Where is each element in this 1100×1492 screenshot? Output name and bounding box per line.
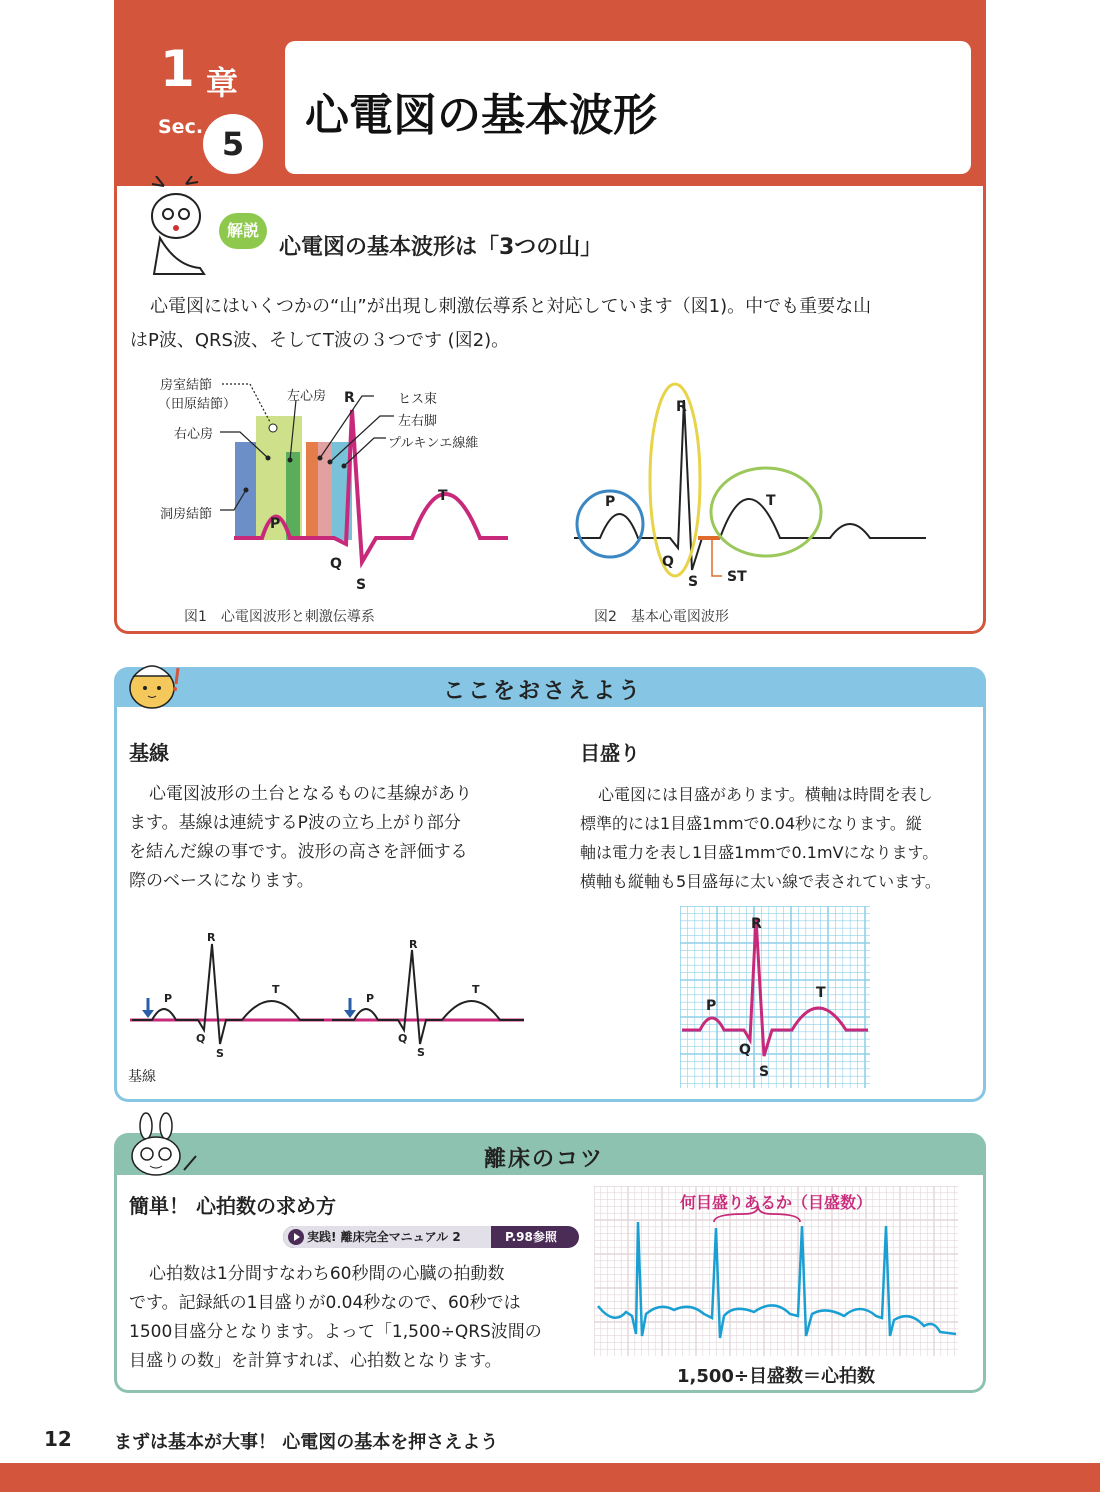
explanation-paragraph: 心電図にはいくつかの“山”が出現し刺激伝導系と対応しています（図1)。中でも重要な山 はP波、QRS波、そしてT波の３つです (図2)。 xyxy=(130,296,872,351)
heart-rate-paragraph: 心拍数は1分間すなわち60秒間の心臓の拍動数 です。記録紙の1目盛りが0.04秒なので、60秒では 1500目盛分となります。よって「1,500÷QRS波間の 目盛りの数」を計算すれば、心拍数となります。 xyxy=(129,1264,542,1371)
fig2-r-label: R xyxy=(676,399,687,415)
explanation-badge: 解説 xyxy=(219,213,267,249)
baseline-r-label-1: R xyxy=(207,931,216,944)
section-label: Sec. xyxy=(158,116,204,138)
fig1-caption: 図1 心電図波形と刺激伝導系 xyxy=(184,609,375,625)
label-his-bundle: ヒス束 xyxy=(398,392,438,407)
nurse-character-icon xyxy=(124,654,188,710)
explanation-heading: 心電図の基本波形は「3つの山」 xyxy=(279,235,603,260)
ecg-annotation: 何目盛りあるか（目盛数） xyxy=(680,1193,873,1212)
grid-p-label: P xyxy=(706,998,717,1014)
baseline-figure-label: 基線 xyxy=(128,1069,156,1085)
reference-link[interactable] xyxy=(283,1226,579,1248)
heart-rate-heading: 簡単！ 心拍数の求め方 xyxy=(129,1194,336,1218)
label-bundle-branch: 左右脚 xyxy=(398,414,438,429)
baseline-figure xyxy=(128,930,528,1060)
scale-heading: 目盛り xyxy=(580,741,640,765)
label-left-atrium: 左心房 xyxy=(287,389,327,404)
fig2-basic-waveform xyxy=(570,380,940,600)
clinical-tips-title: 離床のコツ xyxy=(484,1147,605,1172)
fig2-s-label: S xyxy=(688,574,699,590)
baseline-t-label-1: T xyxy=(272,983,280,996)
heart-rate-formula: 1,500÷目盛数＝心拍数 xyxy=(677,1366,876,1387)
scale-grid-figure xyxy=(680,906,870,1088)
label-av-node: 房室結節 xyxy=(160,378,213,393)
baseline-p-label-1: P xyxy=(164,992,173,1005)
baseline-s-label-2: S xyxy=(417,1046,425,1059)
baseline-s-label-1: S xyxy=(216,1047,224,1060)
fig2-p-label: P xyxy=(605,494,616,510)
label-sa-node: 洞房結節 xyxy=(160,507,213,522)
grid-s-label: S xyxy=(759,1064,770,1080)
grid-q-label: Q xyxy=(739,1042,751,1058)
fig1-t-label: T xyxy=(438,488,448,504)
baseline-q-label-1: Q xyxy=(196,1032,206,1045)
label-right-atrium: 右心房 xyxy=(174,427,214,442)
title-box xyxy=(285,41,971,174)
fig1-r-label: R xyxy=(344,390,355,406)
fig2-caption: 図2 基本心電図波形 xyxy=(594,609,729,625)
chapter-label: 章 xyxy=(206,64,239,102)
footer-title: まずは基本が大事！ 心電図の基本を押さえよう xyxy=(114,1432,499,1453)
reference-text: 実践! 離床完全マニュアル 2 xyxy=(307,1230,461,1244)
baseline-heading: 基線 xyxy=(129,741,169,765)
rabbit-character-icon xyxy=(124,1112,204,1178)
grid-t-label: T xyxy=(816,985,826,1001)
baseline-t-label-2: T xyxy=(472,983,480,996)
deer-character-icon xyxy=(134,176,224,276)
fig2-st-label: ST xyxy=(727,569,747,585)
fig2-q-label: Q xyxy=(662,554,674,570)
scale-paragraph: 心電図には目盛があります。横軸は時間を表し 標準的には1目盛1mmで0.04秒になります。縦 軸は電力を表し1目盛1mmで0.1mVになります。 横軸も縦軸も5目盛毎に太い線で表されています。 xyxy=(580,785,941,891)
baseline-paragraph: 心電図波形の土台となるものに基線があり ます。基線は連続するP波の立ち上がり部分 を結んだ線の事です。波形の高さを評価する 際のベースになります。 xyxy=(129,784,472,891)
baseline-q-label-2: Q xyxy=(398,1032,408,1045)
fig1-s-label: S xyxy=(356,577,367,593)
page-title: 心電図の基本波形 xyxy=(305,90,657,141)
page-number: 12 xyxy=(44,1427,72,1451)
fig2-t-label: T xyxy=(766,493,776,509)
section-number: 5 xyxy=(203,114,263,174)
reference-page: P.98参照 xyxy=(505,1230,557,1244)
key-points-title: ここをおさえよう xyxy=(443,679,644,704)
baseline-r-label-2: R xyxy=(409,938,418,951)
fig1-q-label: Q xyxy=(330,556,342,572)
grid-r-label: R xyxy=(751,916,762,932)
fig1-p-label: P xyxy=(270,516,281,532)
play-arrow-icon xyxy=(288,1229,304,1245)
label-purkinje: プルキンエ線維 xyxy=(388,436,479,451)
footer-bar xyxy=(0,1463,1100,1492)
label-av-node-alt: （田原結節） xyxy=(158,397,237,412)
baseline-p-label-2: P xyxy=(366,992,375,1005)
chapter-number: 1 xyxy=(160,40,195,98)
